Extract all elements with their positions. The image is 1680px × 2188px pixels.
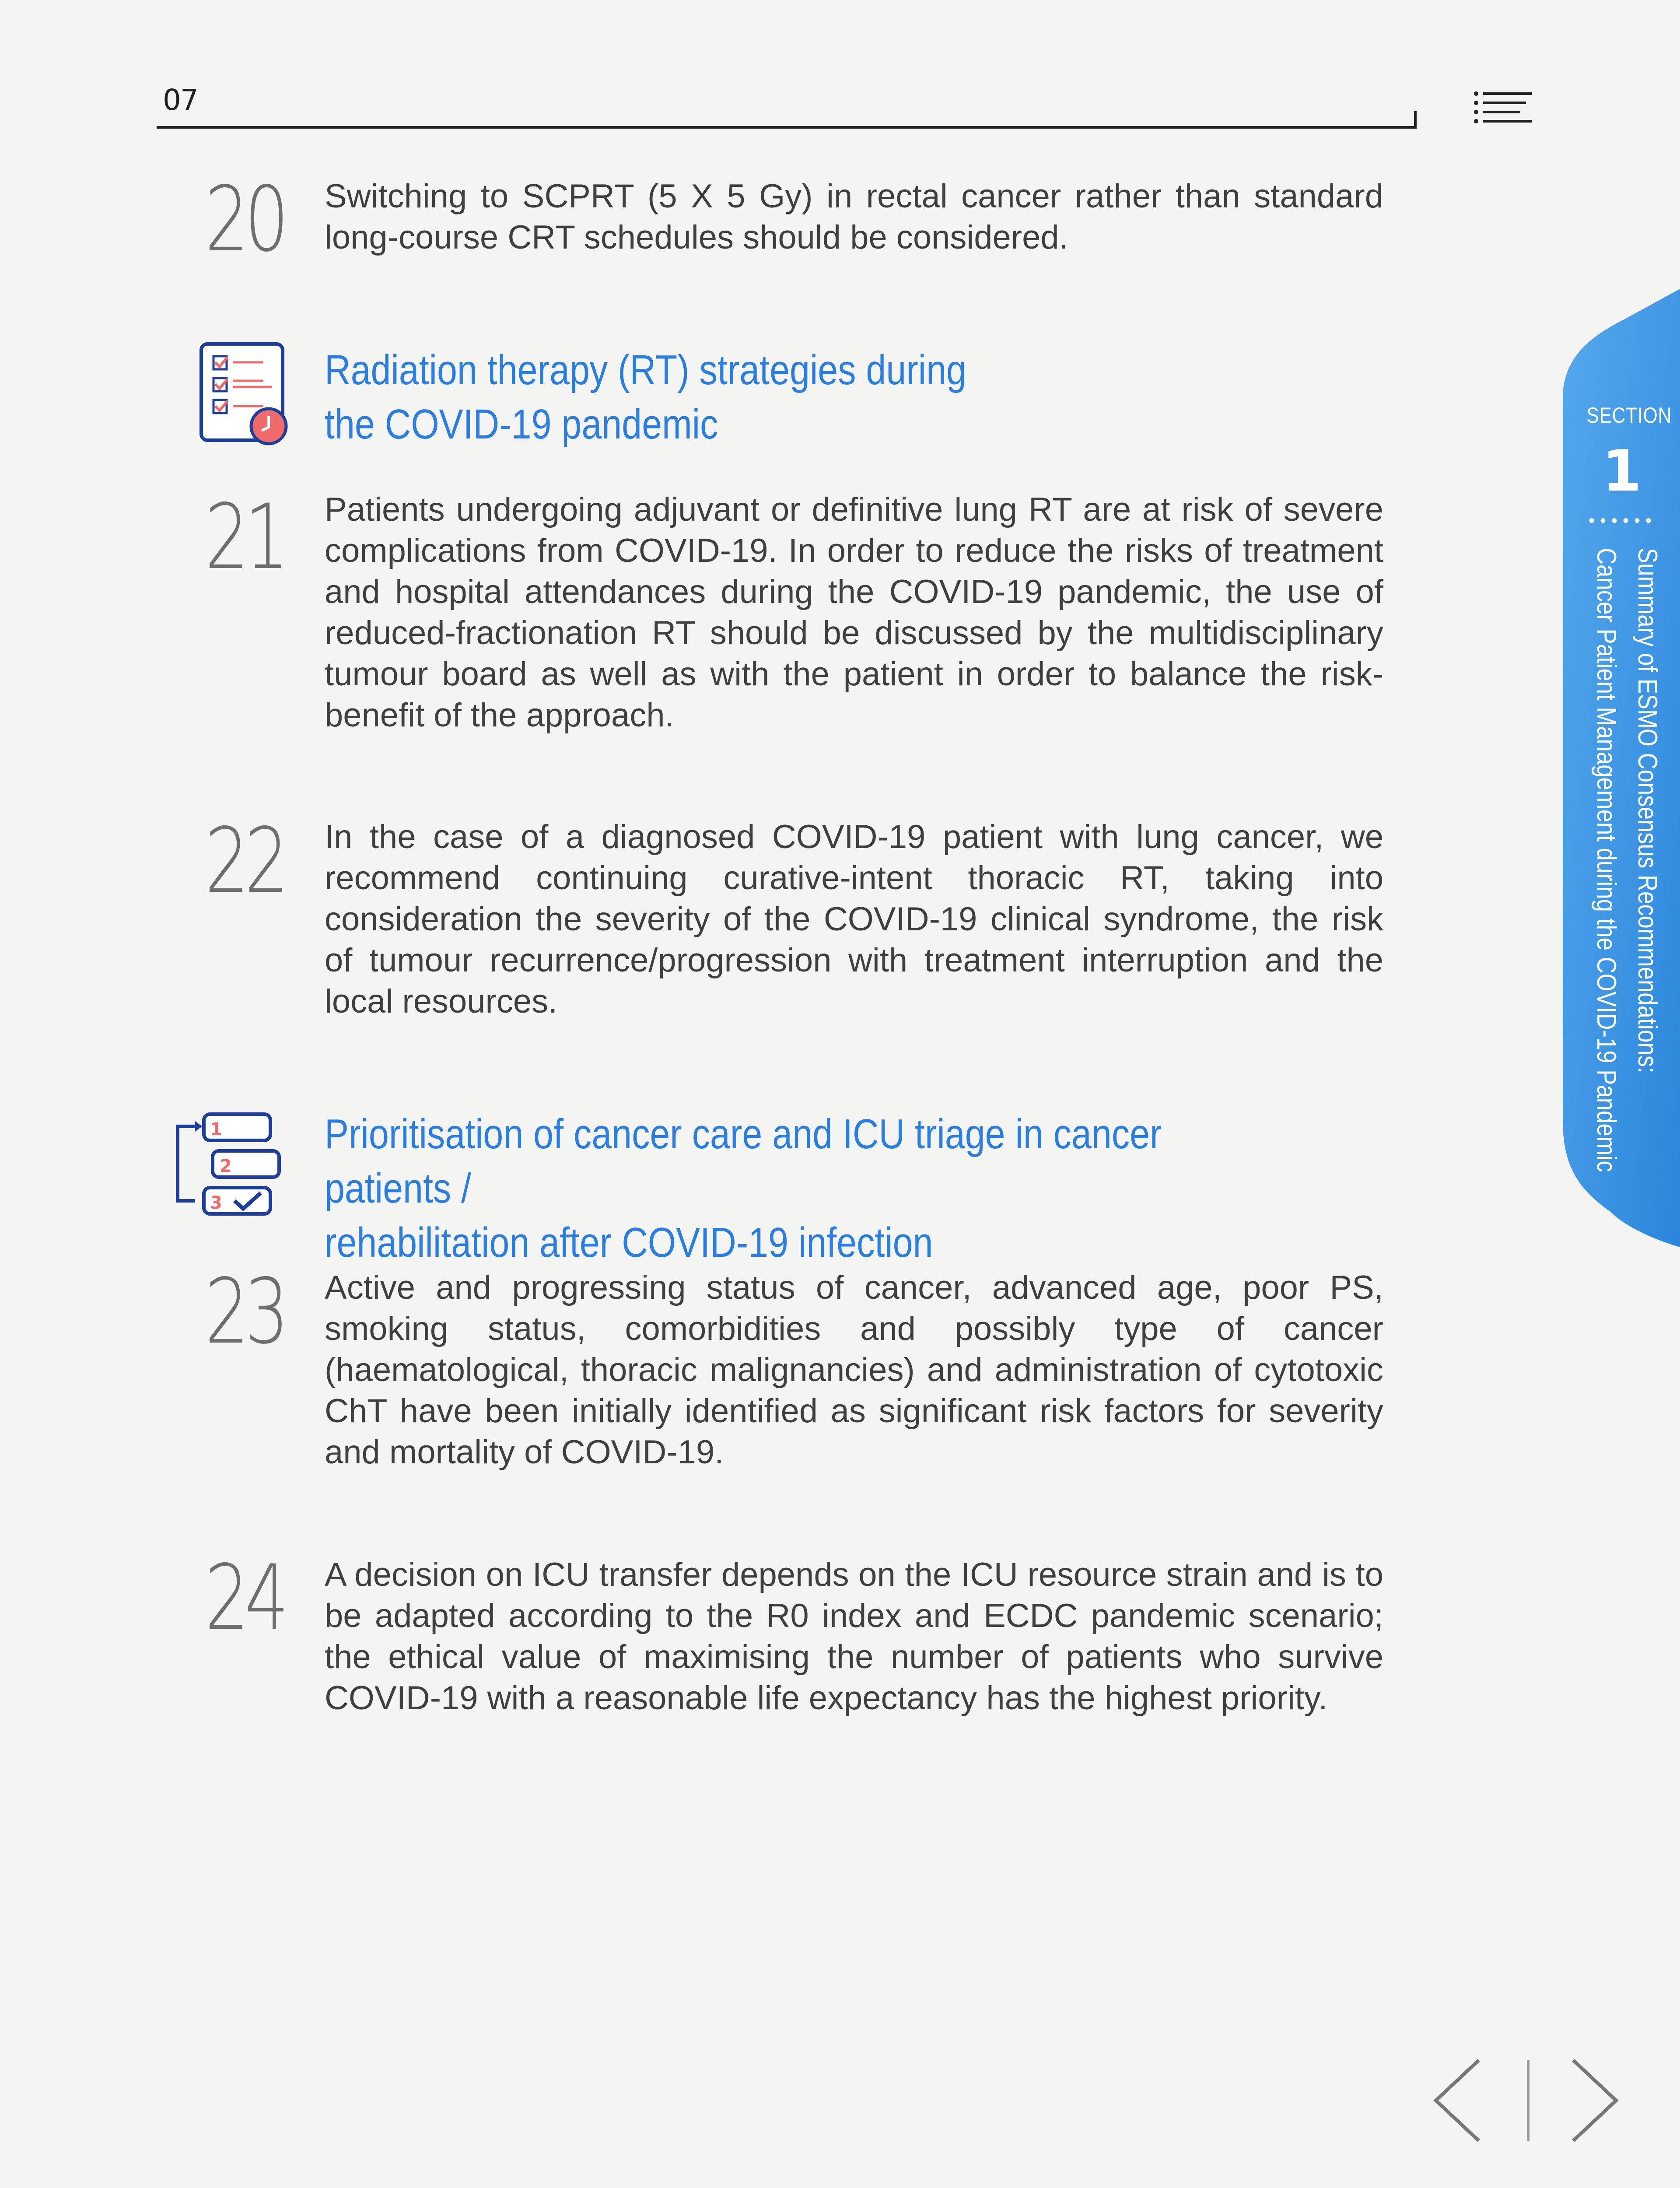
section-heading-rt-strategies (325, 343, 1265, 452)
checklist-clock-icon (198, 340, 290, 452)
section-title (1586, 548, 1668, 1282)
recommendation-text-20: Switching to SCPRT (5 X 5 Gy) in rectal cancer rather than standard long-course CRT schedules should be considered. (325, 178, 1383, 256)
recommendation-text-24: A decision on ICU transfer depends on the ICU resource strain and is to be adapted according to the R0 index and ECDC pandemic scenario; the ethical value of maximising the number of patients who survive COVID-19 with a reasonable life expectancy has the highest priority. (325, 1556, 1383, 1717)
header-divider-tick (1414, 111, 1417, 129)
next-page-button[interactable] (1569, 2057, 1621, 2144)
recommendation-number-22: 22 (205, 809, 284, 913)
previous-page-button[interactable] (1431, 2057, 1483, 2144)
section-dots: •••••• (1588, 511, 1657, 530)
svg-text:1: 1 (210, 1119, 222, 1140)
priority-list-icon (164, 1107, 287, 1223)
heading-line: Radiation therapy (RT) strategies during (325, 347, 966, 393)
section-title-line: Summary of ESMO Consensus Recommendations: (1632, 548, 1662, 1073)
section-title-line: Cancer Patient Management during the COVID-19 Pandemic (1591, 548, 1621, 1172)
recommendation-text-22: In the case of a diagnosed COVID-19 patient with lung cancer, we recommend continuing curative-intent thoracic RT, taking into consideration the severity of the COVID-19 clinical syndrome, the risk of tumour recurrence/progression with treatment interruption and the local resources. (325, 818, 1383, 1020)
chevron-left-icon (1431, 2057, 1483, 2144)
section-heading-prioritisation (325, 1107, 1265, 1270)
recommendation-text-21: Patients undergoing adjuvant or definitive lung RT are at risk of severe complications from COVID-19. In order to reduce the risks of treatment and hospital attendances during the COVID-19 pandemic, the use of reduced-fractionation RT should be discussed by the multidisciplinary tumour board as well as with the patient in order to balance the risk-benefit of the approach. (325, 491, 1383, 734)
heading-line: Prioritisation of cancer care and ICU triage in cancer patients / (325, 1111, 1162, 1212)
menu-button[interactable] (1473, 90, 1534, 125)
section-number: 1 (1602, 438, 1642, 504)
heading-line: rehabilitation after COVID-19 infection (325, 1219, 933, 1266)
recommendation-number-21: 21 (205, 485, 284, 589)
section-label: SECTION (1586, 403, 1672, 428)
recommendation-number-23: 23 (205, 1260, 284, 1364)
recommendation-number-20: 20 (205, 168, 284, 272)
chevron-right-icon (1569, 2057, 1621, 2144)
nav-divider (1527, 2060, 1530, 2141)
recommendation-number-24: 24 (205, 1546, 284, 1650)
menu-list-icon (1473, 90, 1534, 125)
page-number: 07 (163, 83, 198, 117)
heading-line: the COVID-19 pandemic (325, 401, 718, 448)
header-divider (157, 126, 1417, 129)
recommendation-text-23: Active and progressing status of cancer, advanced age, poor PS, smoking status, comorbidities and possibly type of cancer (haematological, thoracic malignancies) and administration of cytotoxic ChT have been initially identified as significant risk factors for severity and mortality of COVID-19. (325, 1269, 1383, 1471)
svg-text:3: 3 (210, 1193, 222, 1213)
svg-text:2: 2 (220, 1156, 232, 1176)
